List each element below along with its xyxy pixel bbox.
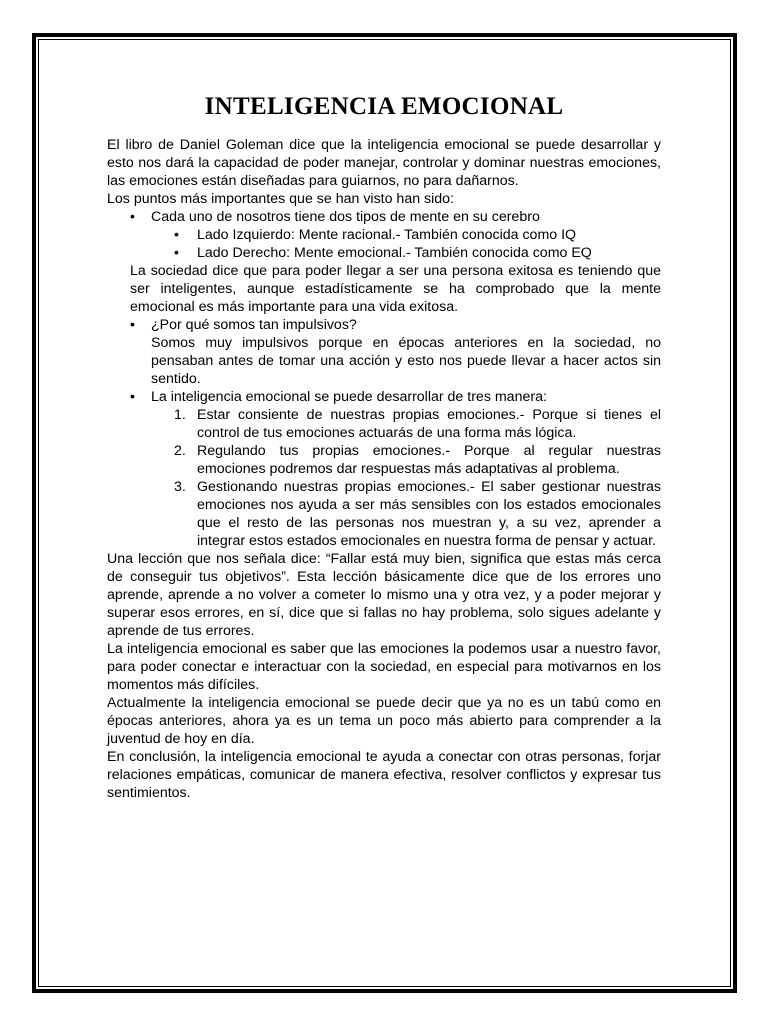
document-title: INTELIGENCIA EMOCIONAL	[204, 93, 564, 120]
numbered-item-1-label: 1.	[174, 407, 186, 423]
numbered-item-3	[107, 478, 661, 550]
numbered-item-2-text: Regulando tus propias emociones.- Porque al regular nuestras emociones podremos dar respuestas más adaptativas al problema.	[197, 443, 661, 477]
numbered-item-3-text: Gestionando nuestras propias emociones.- El saber gestionar nuestras emociones nos ayuda a ser más sensibles con los estados emocionales que el resto de las personas nos muestran y, a su vez, aprender a integrar estos estados emocionales en nuestra forma de pensar y actuar.	[197, 479, 661, 549]
numbered-item-1	[107, 406, 661, 442]
numbered-item-2	[107, 442, 661, 478]
society-paragraph: La sociedad dice que para poder llegar a ser una persona exitosa es teniendo que ser inteligentes, aunque estadísticamente se ha comprobado que la mente emocional es más importante para una vida exitosa.	[130, 263, 661, 315]
bullet-impulsive-question: • ¿Por qué somos tan impulsivos?	[107, 316, 661, 334]
lesson-paragraph: Una lección que nos señala dice: “Fallar está muy bien, significa que estas más cerca de conseguir tus objetivos”. Esta lección básicamente dice que de los errores uno aprende, aprende a no volver a cometer lo mismo una y otra vez, y a poder mejorar y superar esos errores, en sí, dice que si fallas no hay problema, solo sigues adelante y aprende de tus errores.	[107, 551, 661, 639]
actual-paragraph: Actualmente la inteligencia emocional se puede decir que ya no es un tabú como en épocas anteriores, ahora ya es un tema un poco más abierto para comprender a la juventud de hoy en día.	[107, 695, 661, 747]
sub-bullet-right-side: • Lado Derecho: Mente emocional.- También conocida como EQ	[107, 244, 661, 262]
impulsive-explanation: Somos muy impulsivos porque en épocas anteriores en la sociedad, no pensaban antes de tomar una acción y esto nos puede llevar a hacer actos sin sentido.	[151, 335, 661, 387]
favor-paragraph: La inteligencia emocional es saber que las emociones la podemos usar a nuestro favor, para poder conectar e interactuar con la sociedad, en especial para motivarnos en los momentos más difíciles.	[107, 641, 661, 693]
numbered-item-2-label: 2.	[174, 443, 186, 459]
bullet-three-ways: • La inteligencia emocional se puede desarrollar de tres manera:	[107, 388, 661, 406]
bullet-two-minds: • Cada uno de nosotros tiene dos tipos de mente en su cerebro	[107, 208, 661, 226]
numbered-item-1-text: Estar consiente de nuestras propias emociones.- Porque si tienes el control de tus emociones actuarás de una forma más lógica.	[197, 407, 661, 441]
numbered-item-3-label: 3.	[174, 479, 186, 495]
conclusion-paragraph: En conclusión, la inteligencia emocional te ayuda a conectar con otras personas, forjar relaciones empáticas, comunicar de manera efectiva, resolver conflictos y expresar tus sentimientos.	[107, 749, 661, 801]
points-intro: Los puntos más importantes que se han visto han sido:	[107, 191, 455, 207]
intro-paragraph: El libro de Daniel Goleman dice que la inteligencia emocional se puede desarrollar y esto nos dará la capacidad de poder manejar, controlar y dominar nuestras emociones, las emociones están diseñadas para guiarnos, no para dañarnos.	[107, 137, 661, 189]
document-body	[107, 92, 661, 802]
sub-bullet-left-side: • Lado Izquierdo: Mente racional.- También conocida como IQ	[107, 226, 661, 244]
